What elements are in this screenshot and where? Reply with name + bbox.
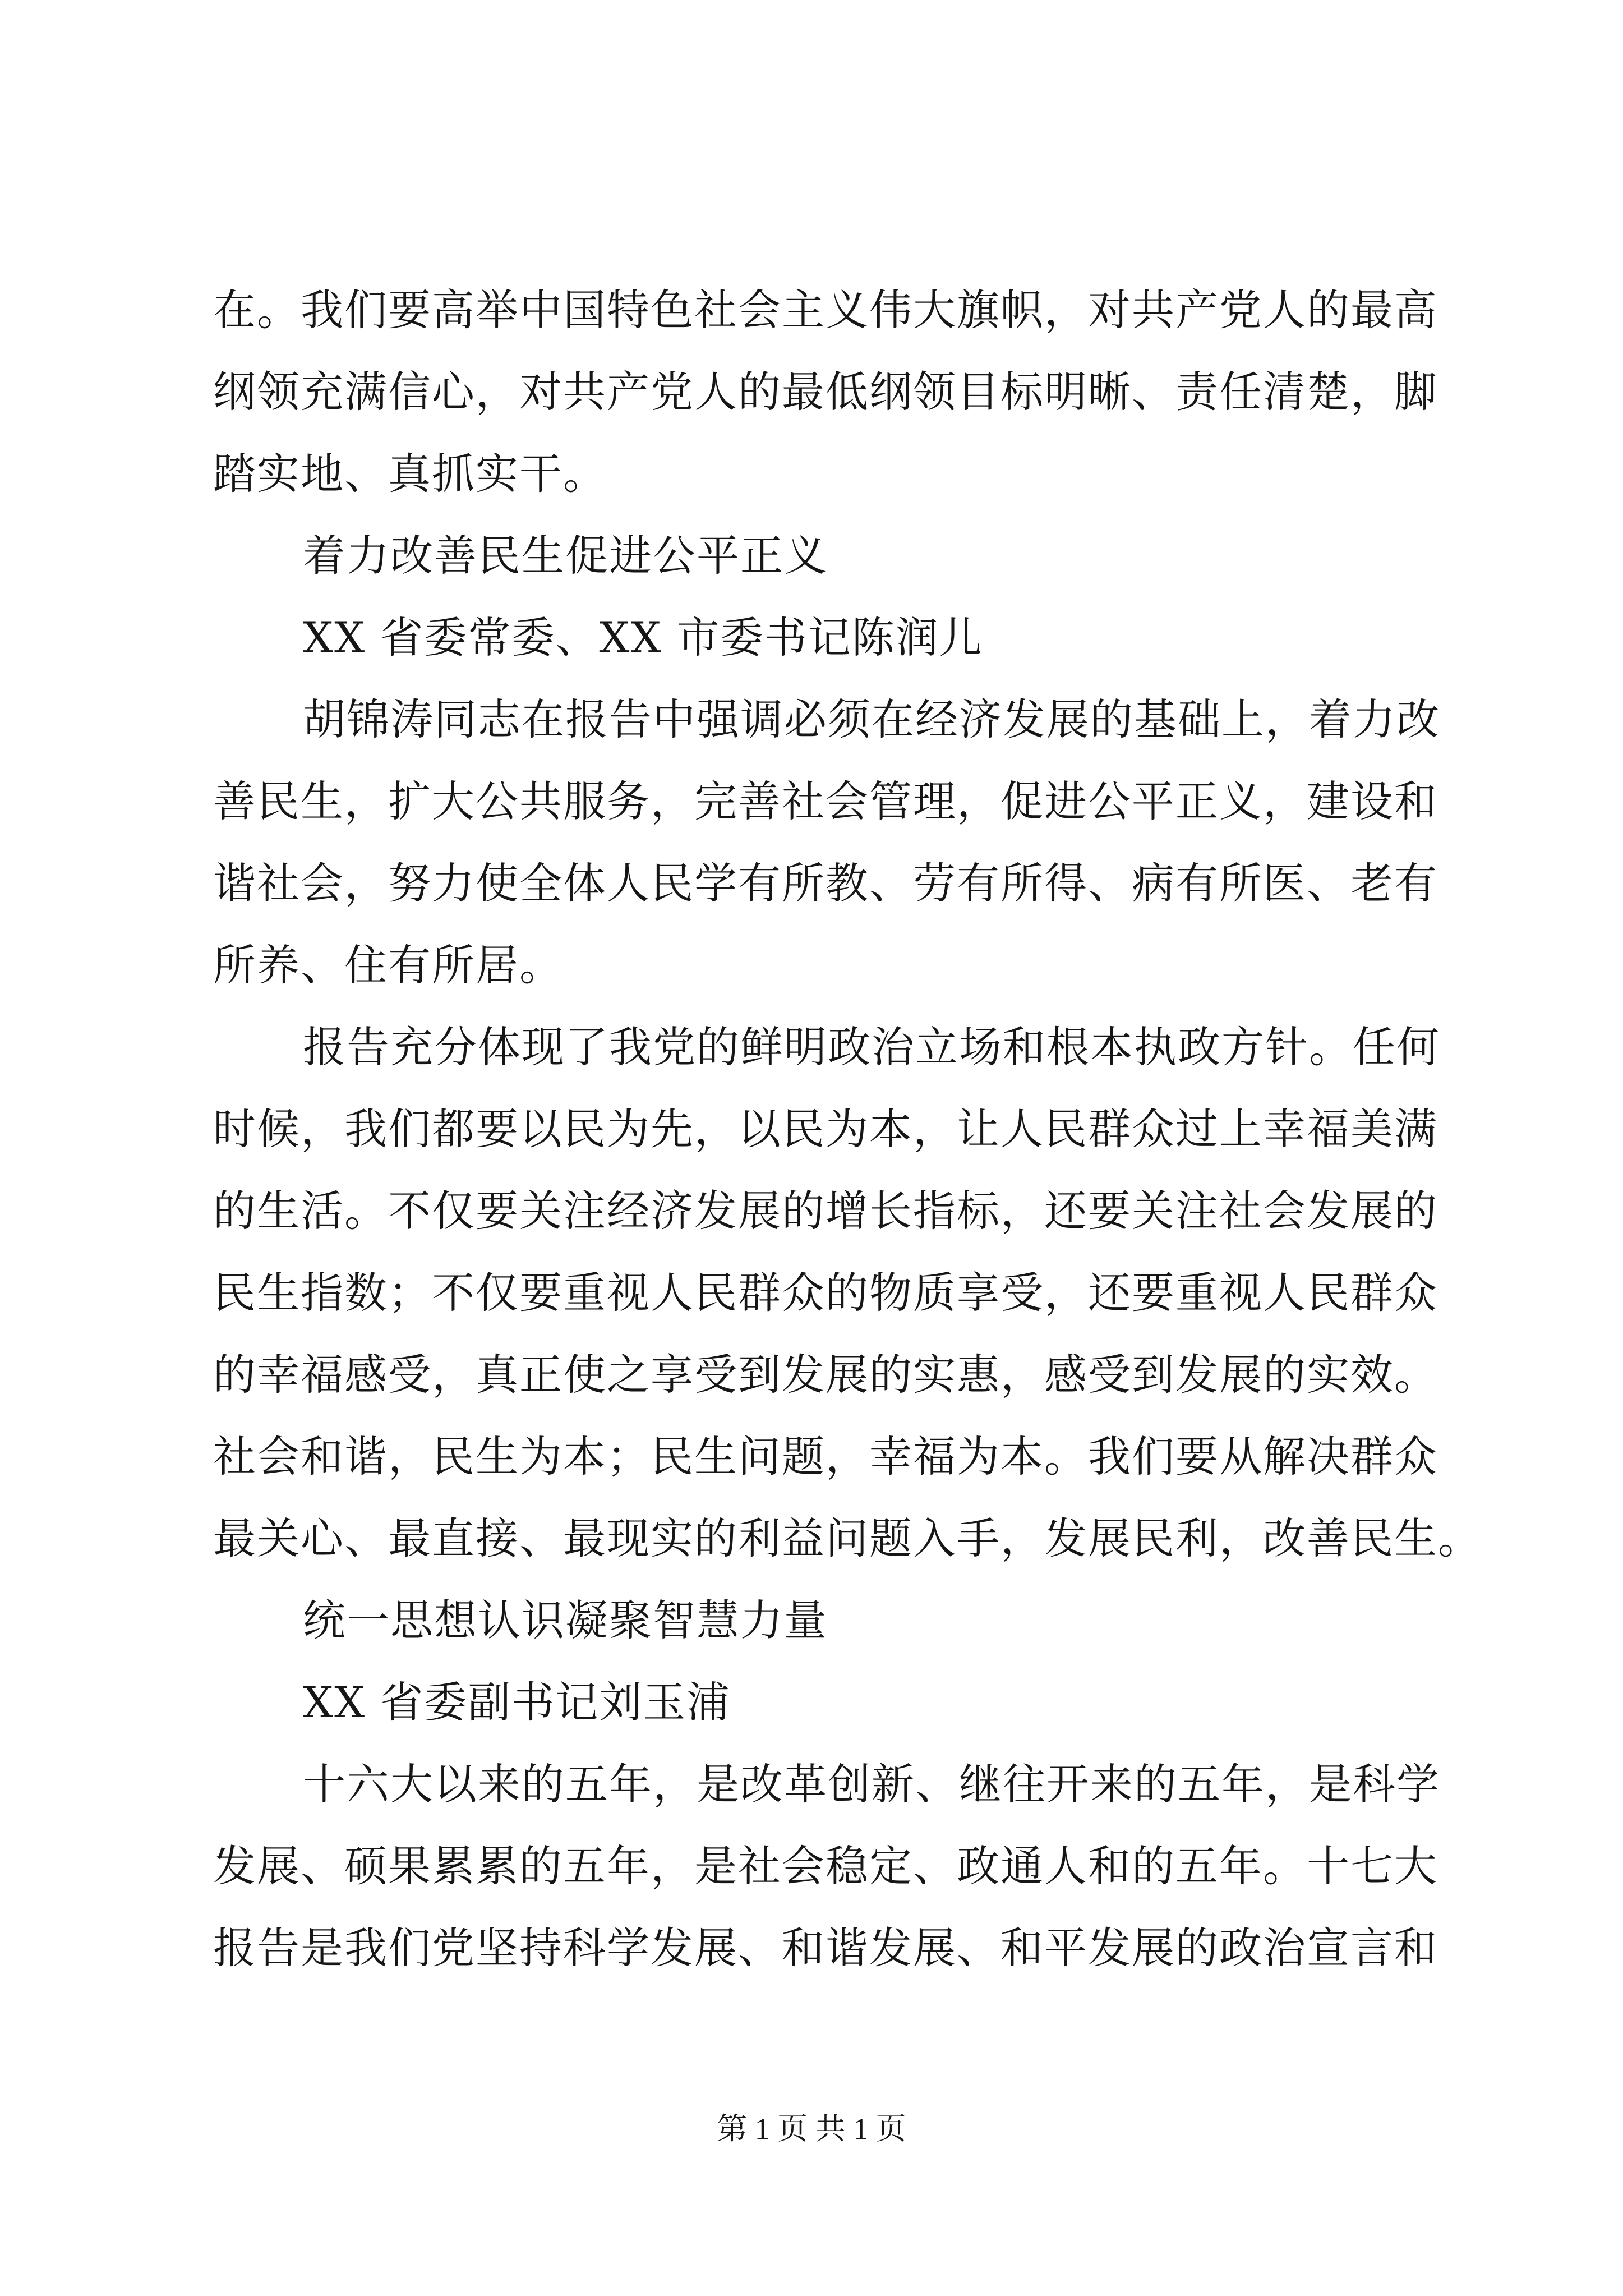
- text-line: 的幸福感受，真正使之享受到发展的实惠，感受到发展的实效。: [213, 1350, 1438, 1400]
- text-line: 十六大以来的五年，是改革创新、继往开来的五年，是科学: [303, 1759, 1440, 1809]
- document-body: [213, 269, 1482, 1989]
- text-line: 发展、硕果累累的五年，是社会稳定、政通人和的五年。十七大: [213, 1841, 1438, 1891]
- text-line: XX 省委常委、XX 市委书记陈润儿: [303, 613, 983, 662]
- text-line: 民生指数；不仅要重视人民群众的物质享受，还要重视人民群众: [213, 1268, 1438, 1318]
- text-line: 所养、住有所居。: [213, 940, 563, 990]
- text-line: 报告是我们党坚持科学发展、和谐发展、和平发展的政治宣言和: [213, 1923, 1438, 1973]
- text-line: 的生活。不仅要关注经济发展的增长指标，还要关注社会发展的: [213, 1186, 1438, 1236]
- text-line: 纲领充满信心，对共产党人的最低纲领目标明晰、责任清楚，脚: [213, 367, 1438, 417]
- text-line: 着力改善民生促进公平正义: [303, 531, 828, 581]
- text-line: 在。我们要高举中国特色社会主义伟大旗帜，对共产党人的最高: [213, 285, 1438, 335]
- text-line: 胡锦涛同志在报告中强调必须在经济发展的基础上，着力改: [303, 694, 1440, 744]
- text-line: XX 省委副书记刘玉浦: [303, 1677, 731, 1727]
- text-line: 谐社会，努力使全体人民学有所教、劳有所得、病有所医、老有: [213, 858, 1438, 908]
- text-line: 统一思想认识凝聚智慧力量: [303, 1595, 828, 1645]
- text-line: 最关心、最直接、最现实的利益问题入手，发展民利，改善民生。: [213, 1513, 1482, 1563]
- text-line: 善民生，扩大公共服务，完善社会管理，促进公平正义，建设和: [213, 776, 1438, 826]
- text-line: 社会和谐，民生为本；民生问题，幸福为本。我们要从解决群众: [213, 1432, 1438, 1481]
- text-line: 报告充分体现了我党的鲜明政治立场和根本执政方针。任何: [303, 1022, 1440, 1072]
- page-footer: 第 1 页 共 1 页: [717, 2112, 906, 2146]
- text-line: 踏实地、真抓实干。: [213, 449, 607, 499]
- text-line: 时候，我们都要以民为先，以民为本，让人民群众过上幸福美满: [213, 1104, 1438, 1154]
